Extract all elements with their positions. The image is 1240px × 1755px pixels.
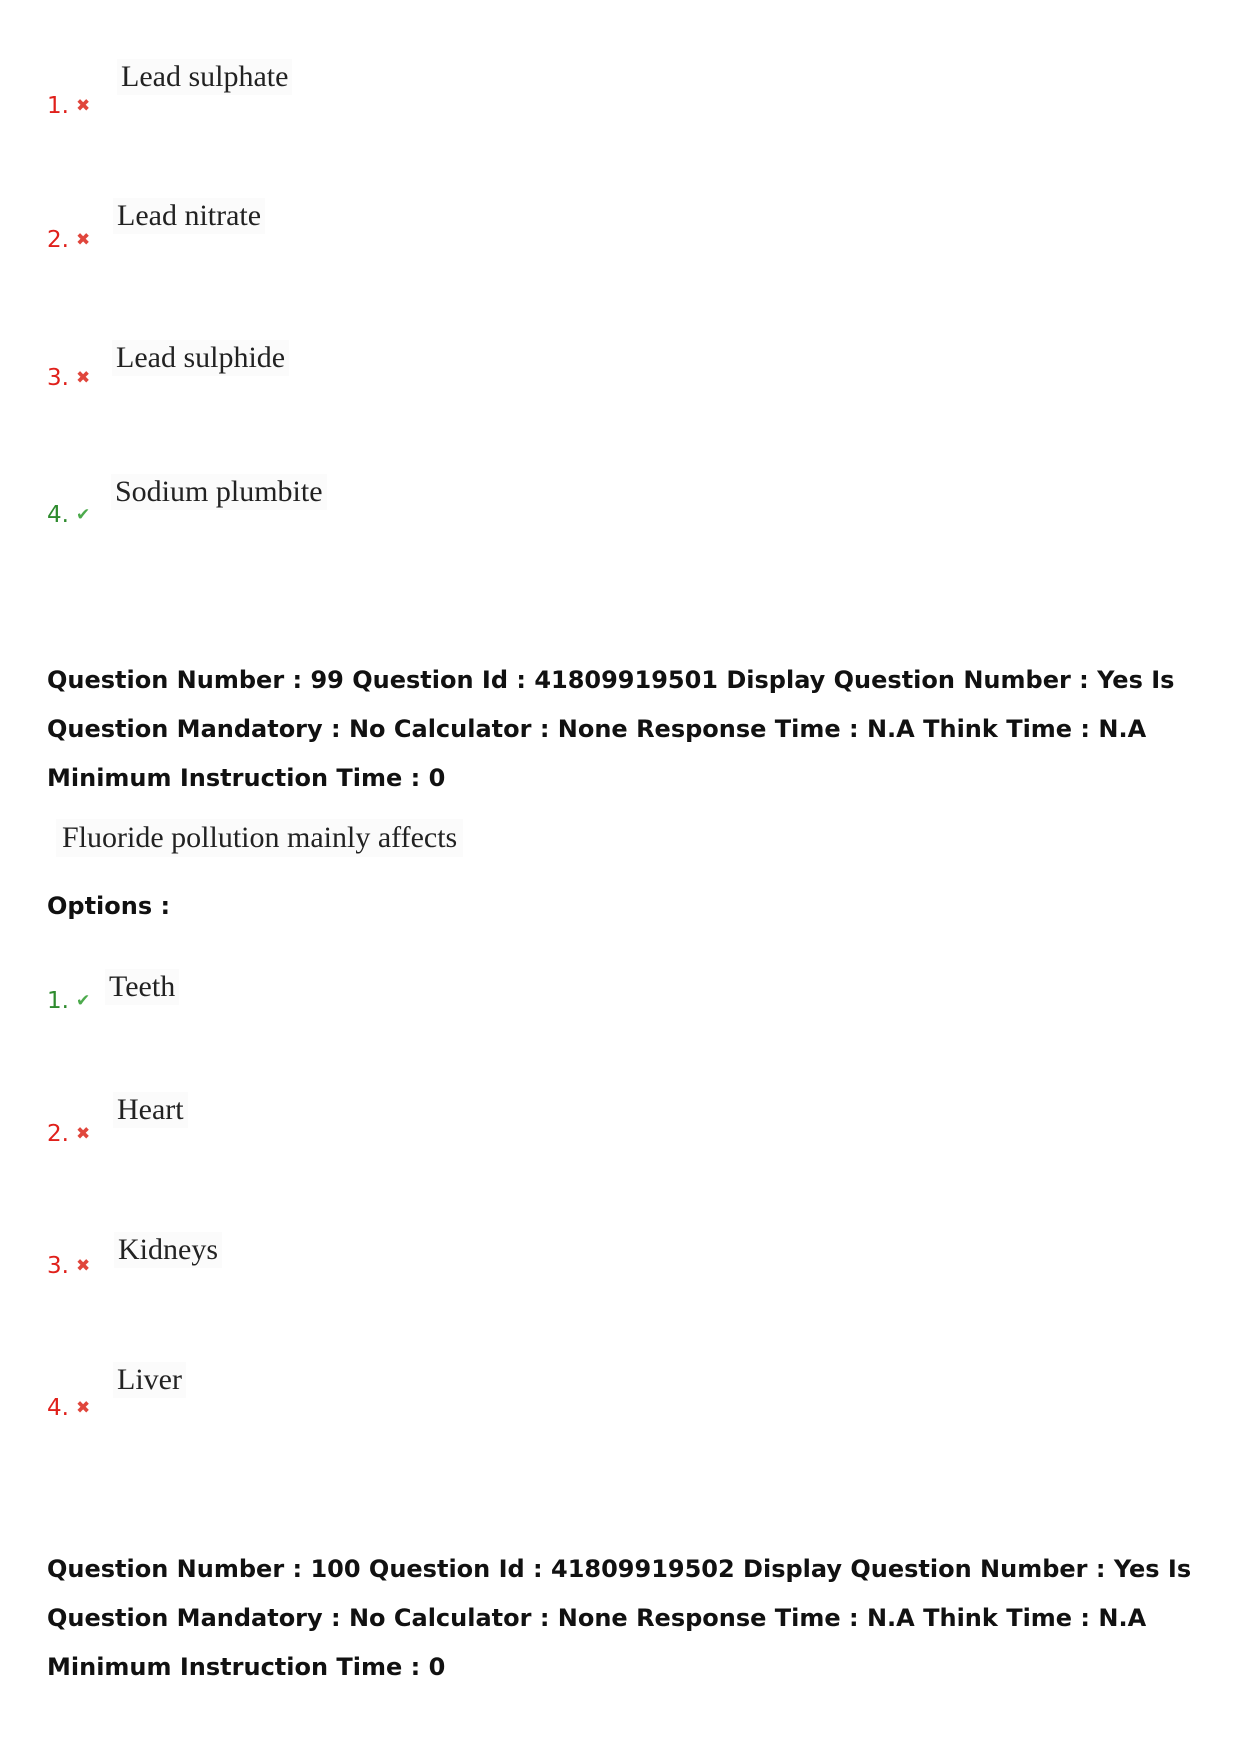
option-text: Teeth xyxy=(105,969,179,1005)
option-number: 1. xyxy=(47,988,69,1014)
option-text: Sodium plumbite xyxy=(111,474,327,510)
option-text: Lead nitrate xyxy=(113,198,265,234)
option-number: 2. xyxy=(47,227,69,253)
question-text: Fluoride pollution mainly affects xyxy=(56,819,463,857)
cross-icon: ✖ xyxy=(76,230,91,250)
option-number: 1. xyxy=(47,93,69,119)
option-number: 4. xyxy=(47,502,69,528)
option-text: Lead sulphate xyxy=(117,59,292,95)
option-number: 2. xyxy=(47,1121,69,1147)
cross-icon: ✖ xyxy=(76,1256,91,1276)
check-icon: ✔ xyxy=(76,991,91,1011)
option-number: 3. xyxy=(47,365,69,391)
cross-icon: ✖ xyxy=(76,368,91,388)
option-text: Heart xyxy=(113,1092,188,1128)
question-meta: Question Number : 100 Question Id : 41809919502 Display Question Number : Yes Is Question Mandatory : No Calculator : None Response Time : N.A Think Time : N.A Minimum Instruction Time : 0 xyxy=(47,1555,1192,1681)
cross-icon: ✖ xyxy=(76,1398,91,1418)
option-number: 4. xyxy=(47,1395,69,1421)
question-meta: Question Number : 99 Question Id : 41809919501 Display Question Number : Yes Is Question Mandatory : No Calculator : None Response Time : N.A Think Time : N.A Minimum Instruction Time : 0 xyxy=(47,666,1175,792)
cross-icon: ✖ xyxy=(76,1124,91,1144)
option-text: Kidneys xyxy=(114,1232,222,1268)
check-icon: ✔ xyxy=(76,505,91,525)
option-number: 3. xyxy=(47,1253,69,1279)
options-label: Options : xyxy=(47,892,171,920)
option-text: Liver xyxy=(113,1362,186,1398)
cross-icon: ✖ xyxy=(76,96,91,116)
option-text: Lead sulphide xyxy=(112,340,289,376)
